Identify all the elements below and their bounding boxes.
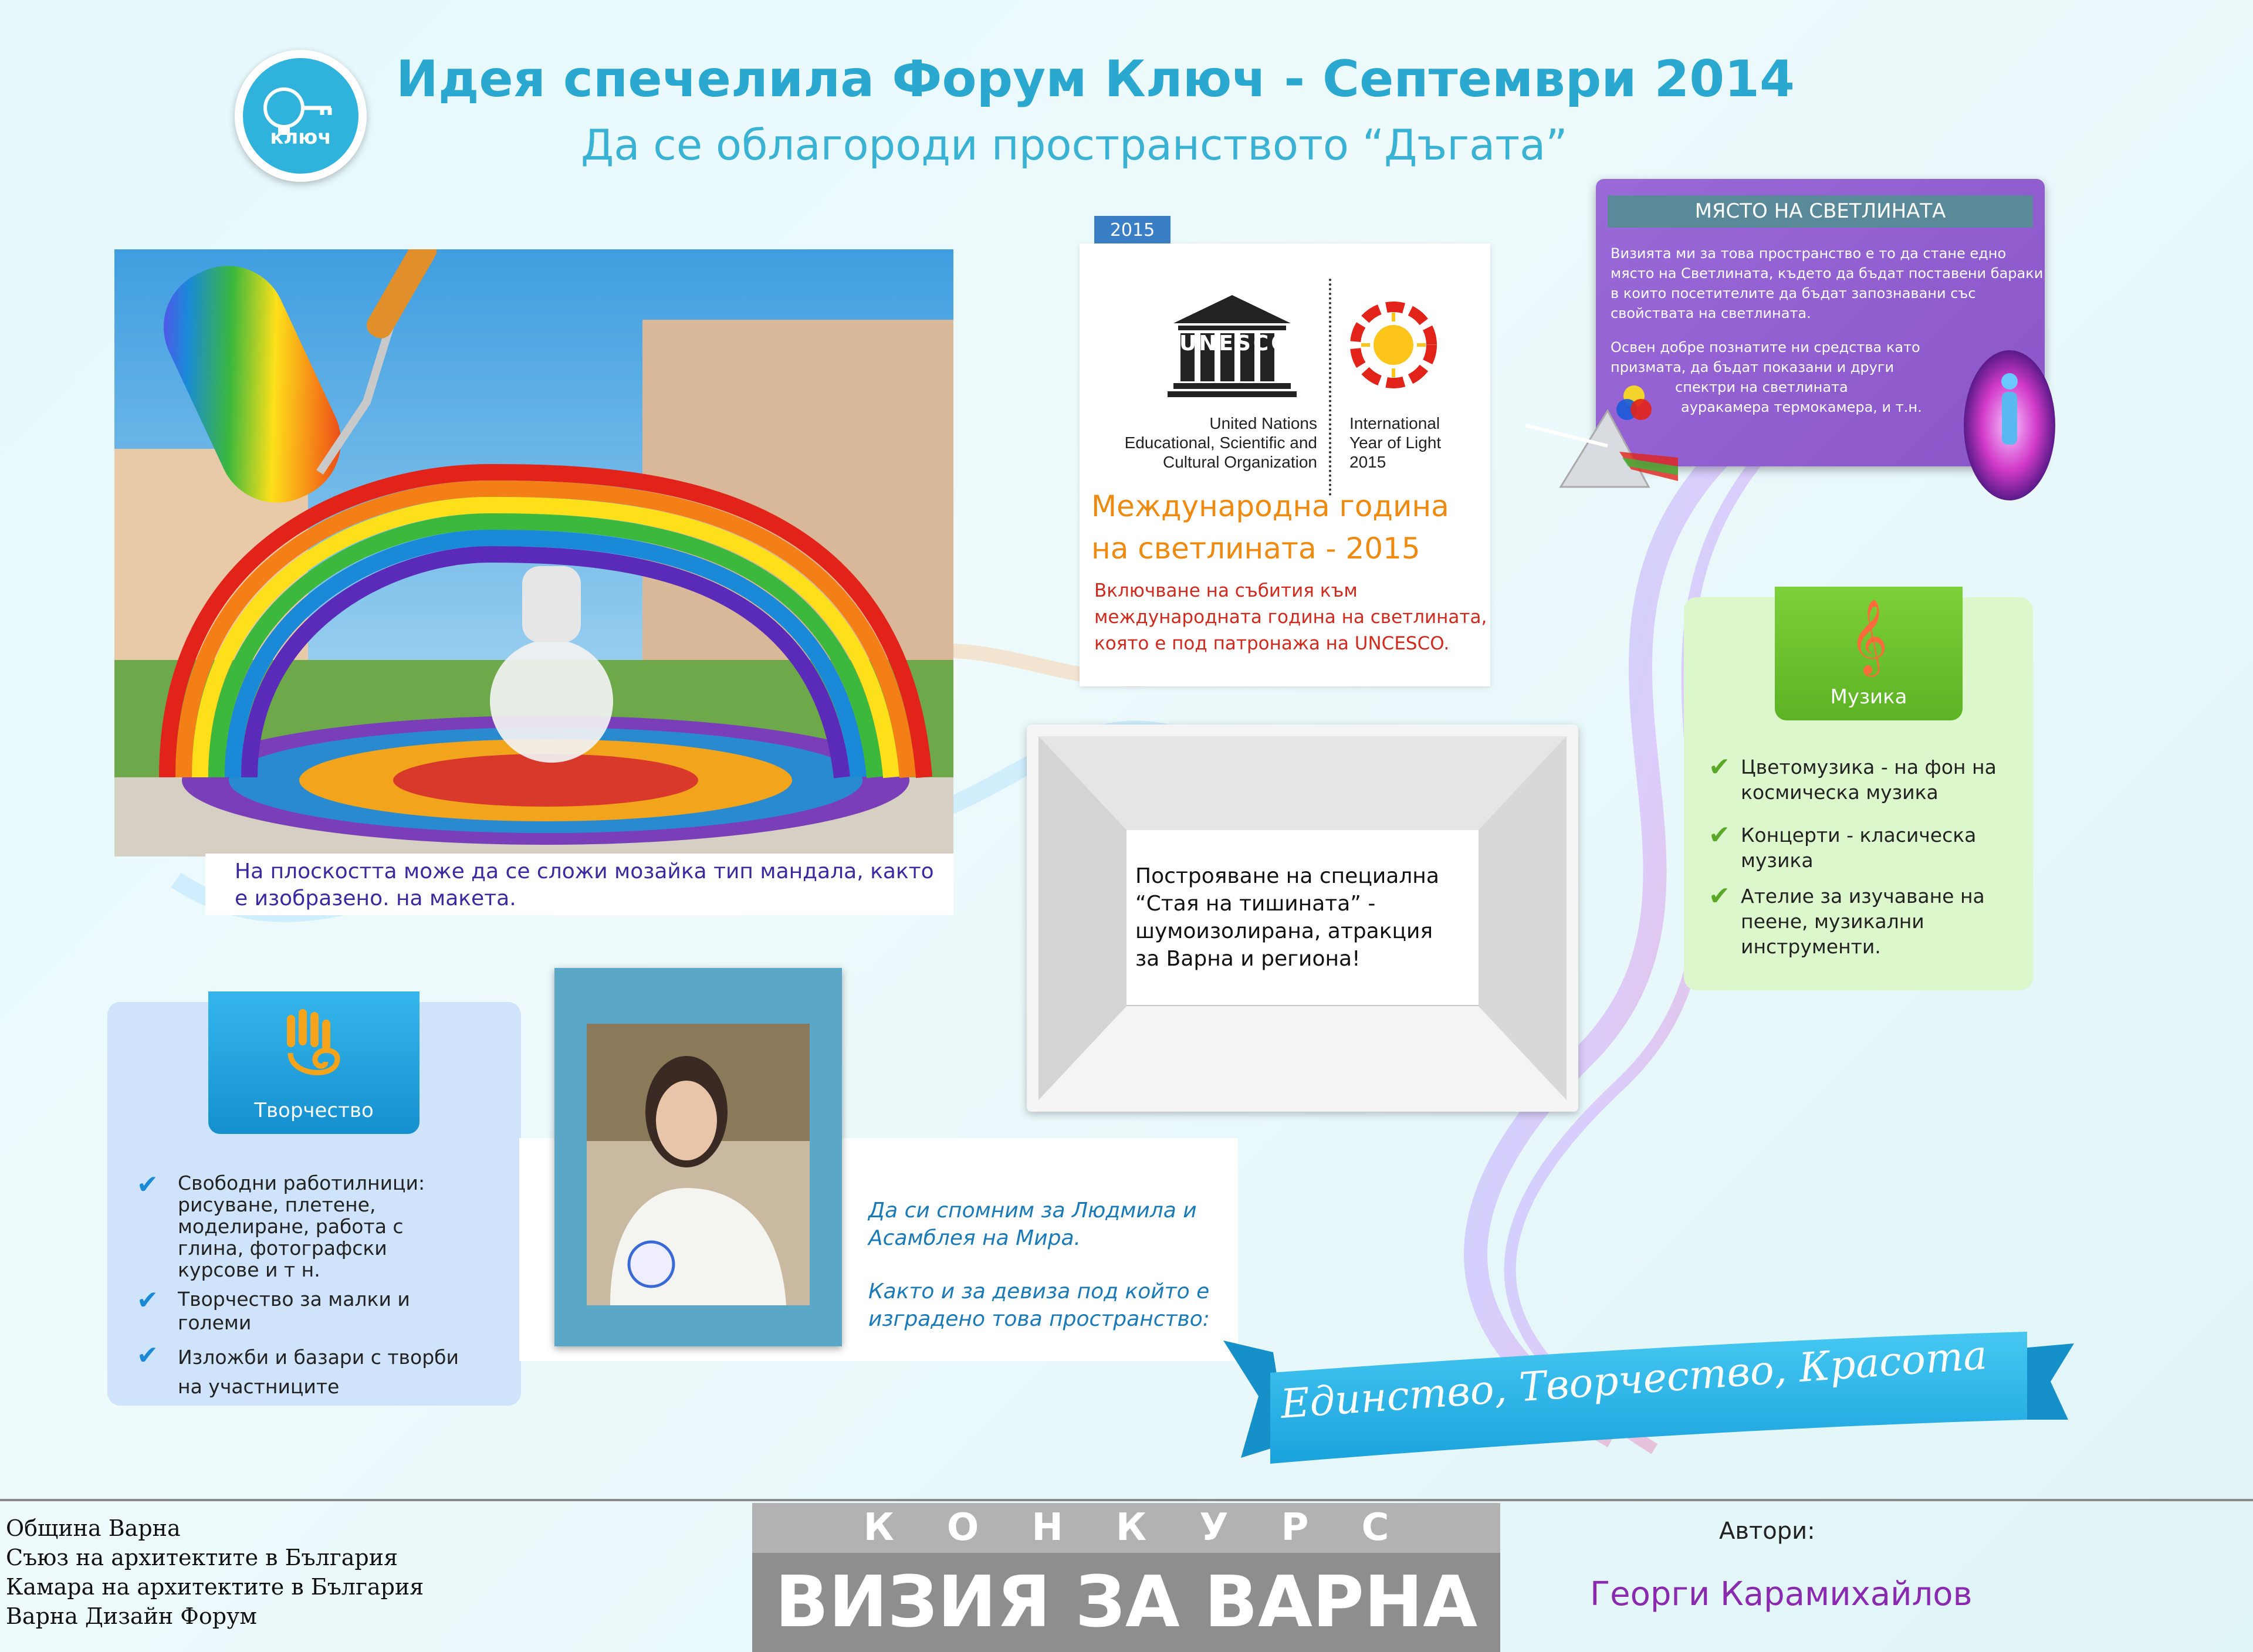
- music-label: Музика: [1830, 685, 1907, 709]
- un-org-name: United Nations Educational, Scientific and Cultural Organization: [1124, 414, 1317, 471]
- paint-roller-icon: [144, 249, 496, 519]
- portrait-photo: [587, 1024, 810, 1305]
- contest-label: КОНКУРС: [752, 1503, 1500, 1553]
- list-item: ✔ Свободни работилници: рисуване, плетене, моделиране, работа с глина, фотографски курсове и т н.: [137, 1170, 425, 1281]
- unesco-card: [1080, 243, 1490, 686]
- checkmark-icon: ✔: [137, 1285, 158, 1315]
- treble-clef-icon: 𝄞: [1849, 598, 1888, 673]
- music-list: [1709, 754, 1997, 959]
- iyl-heading: Международна година на светлината - 2015: [1091, 489, 1449, 566]
- silence-room-card: [1027, 725, 1578, 1112]
- checkmark-icon: ✔: [137, 1340, 158, 1370]
- lightbulb-icon: [243, 58, 358, 174]
- author-name: Георги Карамихайлов: [1590, 1575, 1973, 1613]
- hand-spiral-icon: [279, 1009, 349, 1085]
- checkmark-icon: ✔: [137, 1170, 158, 1200]
- creativity-list: [137, 1172, 459, 1402]
- place-of-light-p2: Освен добре познатите ни средства като призмата, да бъдат показани и други спектри на светлината ауракамера термокамера, и т.н.: [1611, 339, 1922, 415]
- creativity-label: Творчество: [254, 1099, 374, 1122]
- checkmark-icon: ✔: [1709, 752, 1730, 782]
- year-of-light-sun-icon: [1344, 295, 1443, 395]
- contest-banner: [752, 1503, 1500, 1652]
- prism-icon: [1525, 399, 1678, 493]
- portrait-frame: [554, 968, 842, 1346]
- checkmark-icon: ✔: [1709, 881, 1730, 911]
- motto-text: Единство, Творчество, Красота: [1279, 1332, 1989, 1428]
- organizers-list: Община Варна Съюз на архитектите в България Камара на архитектите в България Варна Дизайн Форум: [6, 1515, 424, 1629]
- list-item: ✔ Концерти - класическа музика: [1709, 820, 1977, 872]
- page-title: Идея спечелила Форум Ключ - Септември 2014: [396, 50, 1795, 109]
- list-item: ✔ Творчество за малки и големи: [137, 1285, 410, 1334]
- list-item: ✔ Ателие за изучаване на пеене, музикални инструменти.: [1709, 881, 1985, 958]
- unesco-divider: [1329, 279, 1331, 496]
- year-tag: 2015: [1094, 216, 1171, 245]
- rainbow-arch-photo: [114, 249, 953, 857]
- room-back-wall: [1126, 830, 1479, 1005]
- iyl-text: Включване на събития към международната година на светлината, която е под патронажа на UNCESCO.: [1094, 580, 1487, 654]
- place-of-light-header: МЯСТО НА СВЕТЛИНАТА: [1608, 195, 2033, 228]
- authors-label: Автори:: [1719, 1518, 1815, 1545]
- place-of-light-p1: Визията ми за това пространство е то да стане едно място на Светлината, където да бъдат поставени бараки в които посетителите да бъдат запознавани със свойствата на светлината.: [1611, 245, 2044, 321]
- page-subtitle: Да се облагороди пространството “Дъгата”: [581, 120, 1568, 170]
- contest-title: ВИЗИЯ ЗА ВАРНА: [774, 1562, 1478, 1643]
- checkmark-icon: ✔: [1709, 820, 1730, 850]
- memorial-text: Да си спомним за Людмила и Асамблея на Мира. Както и за девиза под който е изградено това пространство:: [868, 1199, 1210, 1331]
- aura-figure-icon: [1960, 346, 2059, 510]
- creativity-tab: [208, 991, 420, 1134]
- mosaic-caption: На плоскостта може да се сложи мозайка тип мандала, както е изобразено. на макета.: [205, 854, 953, 915]
- music-tab: [1775, 587, 1963, 720]
- forum-key-logo: [235, 50, 367, 182]
- list-item: ✔ Изложби и базари с творби на участниците: [137, 1343, 459, 1402]
- logo-text: ключ: [270, 126, 331, 149]
- iyl-name: International Year of Light 2015: [1349, 414, 1442, 471]
- footer-divider: [0, 1499, 2253, 1501]
- silence-room-text: Построяване на специална “Стая на тишината” - шумоизолирана, атракция за Варна и региона!: [1135, 864, 1439, 971]
- unesco-word: UNESCO: [1179, 331, 1291, 356]
- list-item: ✔ Цветомузика - на фон на космическа музика: [1709, 752, 1997, 804]
